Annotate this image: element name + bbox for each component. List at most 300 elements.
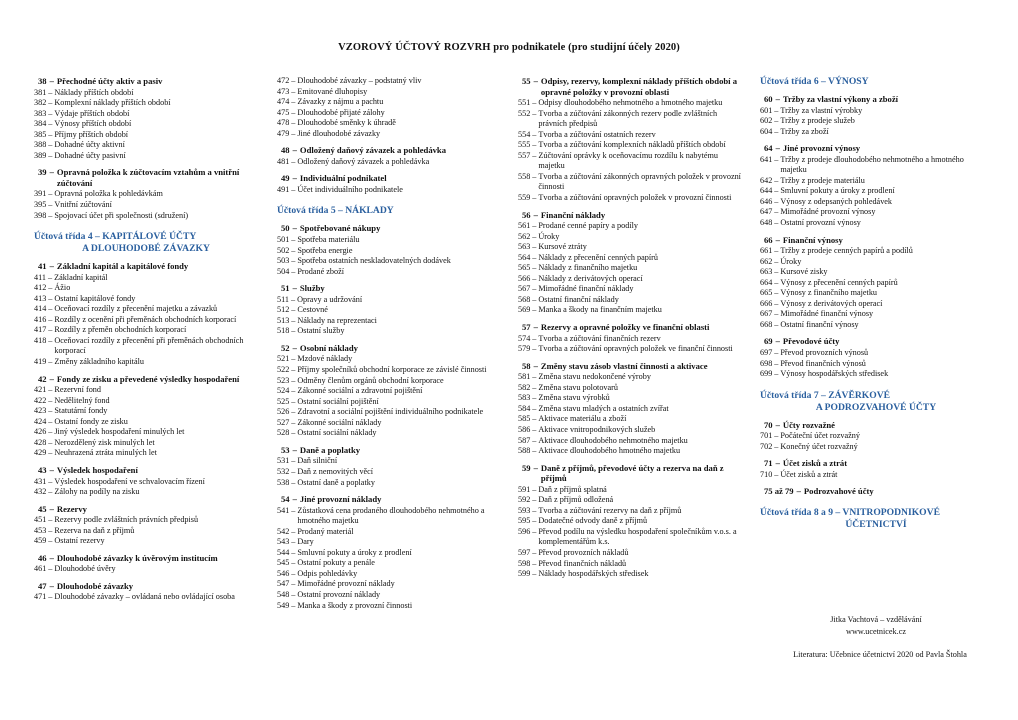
account-code: 554	[518, 129, 531, 139]
account-row	[34, 325, 258, 336]
account-row	[277, 365, 502, 376]
account-code: 424	[34, 416, 47, 426]
account-code: 503	[277, 256, 290, 266]
group-name: Finanční náklady	[540, 209, 606, 220]
account-dash: –	[291, 266, 296, 276]
account-dash: –	[774, 469, 779, 479]
account-dash: –	[48, 416, 53, 426]
account-group-heading	[760, 420, 992, 431]
account-code: 512	[277, 305, 290, 315]
account-group-heading	[760, 336, 992, 347]
group-code: 70	[764, 419, 773, 430]
group-dash: –	[49, 464, 54, 475]
group-code: 51	[281, 283, 290, 294]
account-code: 581	[518, 372, 531, 382]
account-row	[277, 527, 502, 538]
account-code: 471	[34, 592, 47, 602]
group-dash: –	[533, 76, 538, 86]
account-dash: –	[532, 526, 537, 536]
account-row	[518, 263, 746, 274]
account-name: Kursové ztráty	[538, 242, 587, 252]
account-dash: –	[48, 189, 53, 199]
group-code: 56	[522, 209, 531, 220]
account-dash: –	[48, 129, 53, 139]
group-dash: –	[292, 444, 297, 455]
account-name: Výnosy z přecenění cenných papírů	[780, 277, 898, 287]
account-group-heading	[760, 458, 992, 469]
account-name: Převod finančních výnosů	[780, 358, 866, 368]
account-code: 416	[34, 314, 47, 324]
account-row	[277, 354, 502, 365]
account-row	[277, 407, 502, 418]
group-code: 57	[522, 322, 531, 333]
account-name: Převod provozních nákladů	[538, 547, 629, 557]
account-group-heading	[34, 167, 258, 188]
account-name: Změna stavu mladých a ostatních zvířat	[538, 403, 669, 413]
account-dash: –	[774, 441, 779, 451]
account-dash: –	[291, 417, 296, 427]
account-dash: –	[291, 526, 296, 536]
account-name: Konečný účet rozvažný	[780, 441, 858, 451]
account-row	[34, 448, 258, 459]
account-name: Převod podílu na výsledku hospodaření společníkům v.o.s. a komplementářům k.s.	[538, 526, 737, 547]
account-code: 648	[760, 218, 773, 228]
account-group-heading	[760, 143, 992, 154]
account-row	[760, 257, 992, 268]
account-dash: –	[532, 305, 537, 315]
account-group-heading	[34, 261, 258, 272]
account-code: 579	[518, 344, 531, 354]
account-code: 453	[34, 525, 47, 535]
account-group-heading	[277, 173, 502, 184]
account-code: 583	[518, 393, 531, 403]
account-row	[34, 564, 258, 575]
account-row	[760, 299, 992, 310]
account-name: Náklady z derivátových operací	[538, 273, 643, 283]
account-row	[760, 186, 992, 197]
account-row	[34, 357, 258, 368]
account-code: 391	[34, 189, 47, 199]
account-dash: –	[774, 288, 779, 298]
account-row	[277, 267, 502, 278]
account-name: Daň z příjmů splatná	[538, 484, 607, 494]
account-code: 473	[277, 86, 290, 96]
account-dash: –	[291, 156, 296, 166]
account-dash: –	[291, 396, 296, 406]
account-dash: –	[48, 119, 53, 129]
account-name: Příjmy společníků obchodní korporace ze závislé činnosti	[297, 365, 487, 375]
account-dash: –	[291, 184, 296, 194]
account-dash: –	[532, 484, 537, 494]
account-dash: –	[48, 293, 53, 303]
account-row	[34, 200, 258, 211]
account-name: Rozdíly z přeměn obchodních korporací	[54, 325, 187, 335]
account-row	[277, 76, 502, 87]
account-code: 699	[760, 369, 773, 379]
account-dash: –	[48, 304, 53, 314]
account-name: Odpisy dlouhodobého nehmotného a hmotného majetku	[538, 98, 723, 108]
account-name: Manka a škody na finančním majetku	[538, 305, 662, 315]
account-row	[760, 116, 992, 127]
group-code: 49	[281, 173, 290, 184]
group-code: 54	[281, 494, 290, 505]
account-row	[760, 278, 992, 289]
account-name: Změna stavu nedokončené výroby	[538, 372, 651, 382]
account-dash: –	[774, 105, 779, 115]
account-dash: –	[291, 97, 296, 107]
group-name: Opravná položka k zúčtovacím vztahům a vnitřní zúčtování	[56, 167, 240, 188]
account-code: 381	[34, 87, 47, 97]
group-name: Rezervy a opravné položky ve finanční oblasti	[540, 322, 710, 333]
account-row	[760, 309, 992, 320]
account-dash: –	[532, 242, 537, 252]
account-group-heading	[34, 76, 258, 87]
account-name: Nerozdělený zisk minulých let	[54, 437, 155, 447]
account-dash: –	[291, 256, 296, 266]
account-dash: –	[48, 564, 53, 574]
account-dash: –	[291, 558, 296, 568]
account-row	[34, 396, 258, 407]
account-row	[277, 246, 502, 257]
account-name: Tvorba a zúčtování opravných položek v provozní činnosti	[538, 193, 732, 203]
account-dash: –	[48, 385, 53, 395]
account-name: Změna stavu polotovarů	[538, 382, 618, 392]
account-code: 388	[34, 140, 47, 150]
account-name: Mimořádné finanční náklady	[538, 284, 634, 294]
account-row	[760, 218, 992, 229]
account-group-heading	[34, 504, 258, 515]
account-code: 472	[277, 76, 290, 85]
account-dash: –	[774, 319, 779, 329]
account-group-heading	[277, 223, 502, 234]
account-group-heading	[760, 94, 992, 105]
account-row	[518, 253, 746, 264]
account-name: Manka a škody z provozní činnosti	[297, 600, 413, 610]
group-code: 50	[281, 223, 290, 234]
account-name: Úroky	[538, 231, 560, 241]
account-name: Spotřeba energie	[297, 245, 353, 255]
account-dash: –	[48, 448, 53, 458]
account-group-heading	[760, 486, 992, 497]
account-dash: –	[532, 446, 537, 456]
account-dash: –	[532, 505, 537, 515]
account-row	[760, 127, 992, 138]
account-name: Náklady z finančního majetku	[538, 263, 638, 273]
group-dash: –	[775, 419, 780, 430]
account-code: 647	[760, 207, 773, 217]
group-name: Výsledek hospodaření	[56, 464, 138, 475]
group-code: 42	[38, 373, 47, 384]
account-name: Tvorba a zúčtování zákonných rezerv podle zvláštních právních předpisů	[538, 108, 718, 129]
account-row	[277, 97, 502, 108]
group-name: Účty rozvažné	[782, 419, 835, 430]
account-row	[760, 442, 992, 453]
account-class-heading	[277, 205, 502, 217]
account-code: 593	[518, 505, 531, 515]
author-name: Jitka Vachtová – vzdělávání	[830, 615, 922, 624]
account-name: Oceňovací rozdíly z přecenění při přeměnách obchodních korporací	[54, 335, 244, 356]
account-class-title: Účtová třída 6 – VÝNOSY	[760, 76, 869, 87]
account-name: Opravy a udržování	[297, 294, 363, 304]
account-name: Mzdové náklady	[297, 354, 353, 364]
account-code: 641	[760, 154, 773, 164]
account-code: 592	[518, 495, 531, 505]
account-group-heading	[518, 322, 746, 333]
group-name: Fondy ze zisku a převedené výsledky hospodaření	[56, 373, 240, 384]
account-name: Emitované dluhopisy	[297, 86, 368, 96]
account-dash: –	[291, 589, 296, 599]
account-row	[518, 425, 746, 436]
group-name: Odložený daňový závazek a pohledávka	[299, 145, 447, 156]
account-dash: –	[48, 395, 53, 405]
account-name: Převod finančních nákladů	[538, 558, 627, 568]
account-row	[34, 515, 258, 526]
group-name: Individuální podnikatel	[299, 173, 387, 184]
account-row	[34, 477, 258, 488]
account-name: Dlouhodobé závazky – ovládaná nebo ovládající osoba	[54, 592, 235, 602]
account-class-title: Účtová třída 4 – KAPITÁLOVÉ ÚČTY	[34, 231, 197, 243]
account-name: Ostatní daně a poplatky	[297, 477, 375, 487]
account-name: Ostatní pokuty a penále	[297, 558, 375, 568]
account-code: 551	[518, 98, 531, 108]
account-name: Ostatní služby	[297, 326, 345, 336]
account-code: 582	[518, 382, 531, 392]
group-dash: –	[49, 503, 54, 514]
account-row	[760, 207, 992, 218]
account-code: 701	[760, 431, 773, 441]
account-dash: –	[532, 569, 537, 579]
account-code: 664	[760, 277, 773, 287]
account-code: 418	[34, 335, 47, 345]
account-row	[518, 372, 746, 383]
account-code: 542	[277, 526, 290, 536]
account-code: 417	[34, 325, 47, 335]
account-row	[34, 189, 258, 200]
account-dash: –	[532, 344, 537, 354]
account-row	[518, 446, 746, 457]
account-code: 564	[518, 252, 531, 262]
account-dash: –	[48, 525, 53, 535]
account-dash: –	[291, 305, 296, 315]
account-code: 527	[277, 417, 290, 427]
account-dash: –	[532, 414, 537, 424]
account-name: Zákonné sociální a zdravotní pojištění	[297, 386, 423, 396]
account-name: Jiné dlouhodobé závazky	[297, 128, 381, 138]
account-dash: –	[48, 108, 53, 118]
account-dash: –	[291, 407, 296, 417]
account-name: Tvorba a zúčtování komplexních nákladů příštích období	[538, 140, 726, 150]
group-dash: –	[49, 261, 54, 272]
account-class-heading	[34, 231, 258, 255]
account-dash: –	[774, 369, 779, 379]
account-row	[518, 404, 746, 415]
account-code: 481	[277, 156, 290, 166]
account-code: 382	[34, 98, 47, 108]
account-row	[34, 315, 258, 326]
account-row	[518, 393, 746, 404]
account-group-heading	[277, 343, 502, 354]
account-name: Cestovné	[297, 305, 328, 315]
account-name: Tržby z prodeje cenných papírů a podílů	[780, 246, 913, 256]
account-name: Rezerva na daň z příjmů	[54, 525, 135, 535]
account-name: Závazky z nájmu a pachtu	[297, 97, 384, 107]
account-row	[760, 348, 992, 359]
account-name: Ostatní fondy ze zisku	[54, 416, 128, 426]
account-name: Tvorba a zúčtování opravných položek ve finanční činnosti	[538, 344, 733, 354]
account-dash: –	[532, 393, 537, 403]
account-code: 586	[518, 424, 531, 434]
account-dash: –	[291, 477, 296, 487]
account-name: Výsledek hospodaření ve schvalovacím řízení	[54, 476, 205, 486]
group-name: Převodové účty	[782, 336, 840, 347]
account-name: Zúčtování oprávky k oceňovacímu rozdílu k nabytému majetku	[538, 150, 718, 171]
account-name: Dlouhodobé úvěry	[54, 564, 116, 574]
account-row	[277, 428, 502, 439]
account-code: 561	[518, 221, 531, 231]
account-name: Tržby za zboží	[780, 126, 829, 136]
account-dash: –	[291, 365, 296, 375]
account-dash: –	[532, 150, 537, 160]
account-name: Prodané zboží	[297, 266, 344, 276]
account-row	[518, 295, 746, 306]
account-row	[760, 106, 992, 117]
group-dash: –	[49, 580, 54, 591]
account-dash: –	[48, 406, 53, 416]
group-dash: –	[775, 234, 780, 245]
group-code: 52	[281, 342, 290, 353]
account-code: 601	[760, 105, 773, 115]
account-row	[34, 88, 258, 99]
account-row	[518, 527, 746, 548]
account-code: 431	[34, 476, 47, 486]
group-dash: –	[533, 462, 538, 473]
account-name: Mimořádné finanční výnosy	[780, 309, 874, 319]
account-dash: –	[774, 256, 779, 266]
account-code: 604	[760, 126, 773, 136]
account-name: Tvorba a zúčtování rezervy na daň z příjmů	[538, 505, 682, 515]
account-row	[518, 109, 746, 130]
account-row	[277, 537, 502, 548]
account-row	[760, 246, 992, 257]
account-code: 546	[277, 568, 290, 578]
literature-note: Literatura: Učebnice účetnictví 2020 od Pavla Štohla	[793, 650, 967, 659]
account-code: 698	[760, 358, 773, 368]
group-name: Účet zisků a ztrát	[782, 458, 848, 469]
account-row	[277, 590, 502, 601]
account-code: 559	[518, 193, 531, 203]
group-name: Dlouhodobé závazky k úvěrovým institucím	[56, 552, 218, 563]
account-group-heading	[34, 465, 258, 476]
account-group-heading	[34, 581, 258, 592]
account-code: 531	[277, 456, 290, 466]
account-group-heading	[518, 463, 746, 484]
account-row	[277, 87, 502, 98]
account-name: Rozdíly z ocenění při přeměnách obchodních korporací	[54, 314, 237, 324]
account-dash: –	[291, 386, 296, 396]
account-name: Dary	[297, 537, 314, 547]
account-code: 547	[277, 579, 290, 589]
column-2	[277, 76, 502, 611]
account-row	[518, 506, 746, 517]
account-row	[34, 438, 258, 449]
account-code: 597	[518, 547, 531, 557]
account-row	[277, 569, 502, 580]
account-code: 524	[277, 386, 290, 396]
account-code: 384	[34, 119, 47, 129]
account-name: Daň silniční	[297, 456, 338, 466]
account-dash: –	[48, 357, 53, 367]
account-name: Dlouhodobé směnky k úhradě	[297, 118, 396, 128]
account-row	[34, 487, 258, 498]
account-row	[277, 157, 502, 168]
account-name: Statutární fondy	[54, 406, 108, 416]
group-dash: –	[292, 145, 297, 156]
account-dash: –	[291, 107, 296, 117]
group-dash: –	[796, 486, 801, 497]
account-name: Ostatní sociální pojištění	[297, 396, 379, 406]
account-name: Dohadné účty aktivní	[54, 140, 125, 150]
group-dash: –	[292, 223, 297, 234]
account-name: Aktivace dlouhodobého nehmotného majetku	[538, 435, 688, 445]
group-code: 48	[281, 145, 290, 156]
account-name: Mimořádné provozní výnosy	[780, 207, 876, 217]
account-code: 598	[518, 558, 531, 568]
account-code: 555	[518, 140, 531, 150]
group-dash: –	[775, 336, 780, 347]
account-code: 563	[518, 242, 531, 252]
group-name: Spotřebované nákupy	[299, 223, 381, 234]
account-row	[34, 385, 258, 396]
account-row	[277, 108, 502, 119]
account-row	[277, 295, 502, 306]
account-code: 646	[760, 196, 773, 206]
account-dash: –	[291, 505, 296, 515]
account-row	[277, 478, 502, 489]
account-group-heading	[277, 445, 502, 456]
account-row	[518, 436, 746, 447]
group-name: Tržby za vlastní výkony a zboží	[782, 94, 899, 104]
group-dash: –	[533, 360, 538, 371]
account-row	[760, 470, 992, 481]
account-code: 428	[34, 437, 47, 447]
account-name: Ostatní provozní náklady	[297, 589, 381, 599]
account-code: 710	[760, 469, 773, 479]
account-name: Zdravotní a sociální pojištění individuálního podnikatele	[297, 407, 484, 417]
account-row	[277, 129, 502, 140]
account-class-title-cont: A PODROZVAHOVÉ ÚČTY	[815, 401, 937, 413]
group-code: 38	[38, 76, 47, 86]
account-dash: –	[532, 403, 537, 413]
account-dash: –	[774, 277, 779, 287]
account-row	[277, 418, 502, 429]
account-name: Výnosy hospodářských středisek	[780, 369, 889, 379]
account-row	[34, 98, 258, 109]
account-row	[277, 235, 502, 246]
account-name: Příjmy příštích období	[54, 129, 129, 139]
account-row	[518, 334, 746, 345]
account-name: Zákonné sociální náklady	[297, 417, 382, 427]
account-code: 528	[277, 428, 290, 438]
account-code: 562	[518, 231, 531, 241]
account-code: 389	[34, 150, 47, 160]
account-dash: –	[532, 171, 537, 181]
account-name: Dlouhodobé přijaté zálohy	[297, 107, 385, 117]
account-name: Základní kapitál	[54, 272, 108, 282]
account-code: 545	[277, 558, 290, 568]
account-group-heading	[518, 210, 746, 221]
account-dash: –	[774, 358, 779, 368]
account-code: 502	[277, 245, 290, 255]
